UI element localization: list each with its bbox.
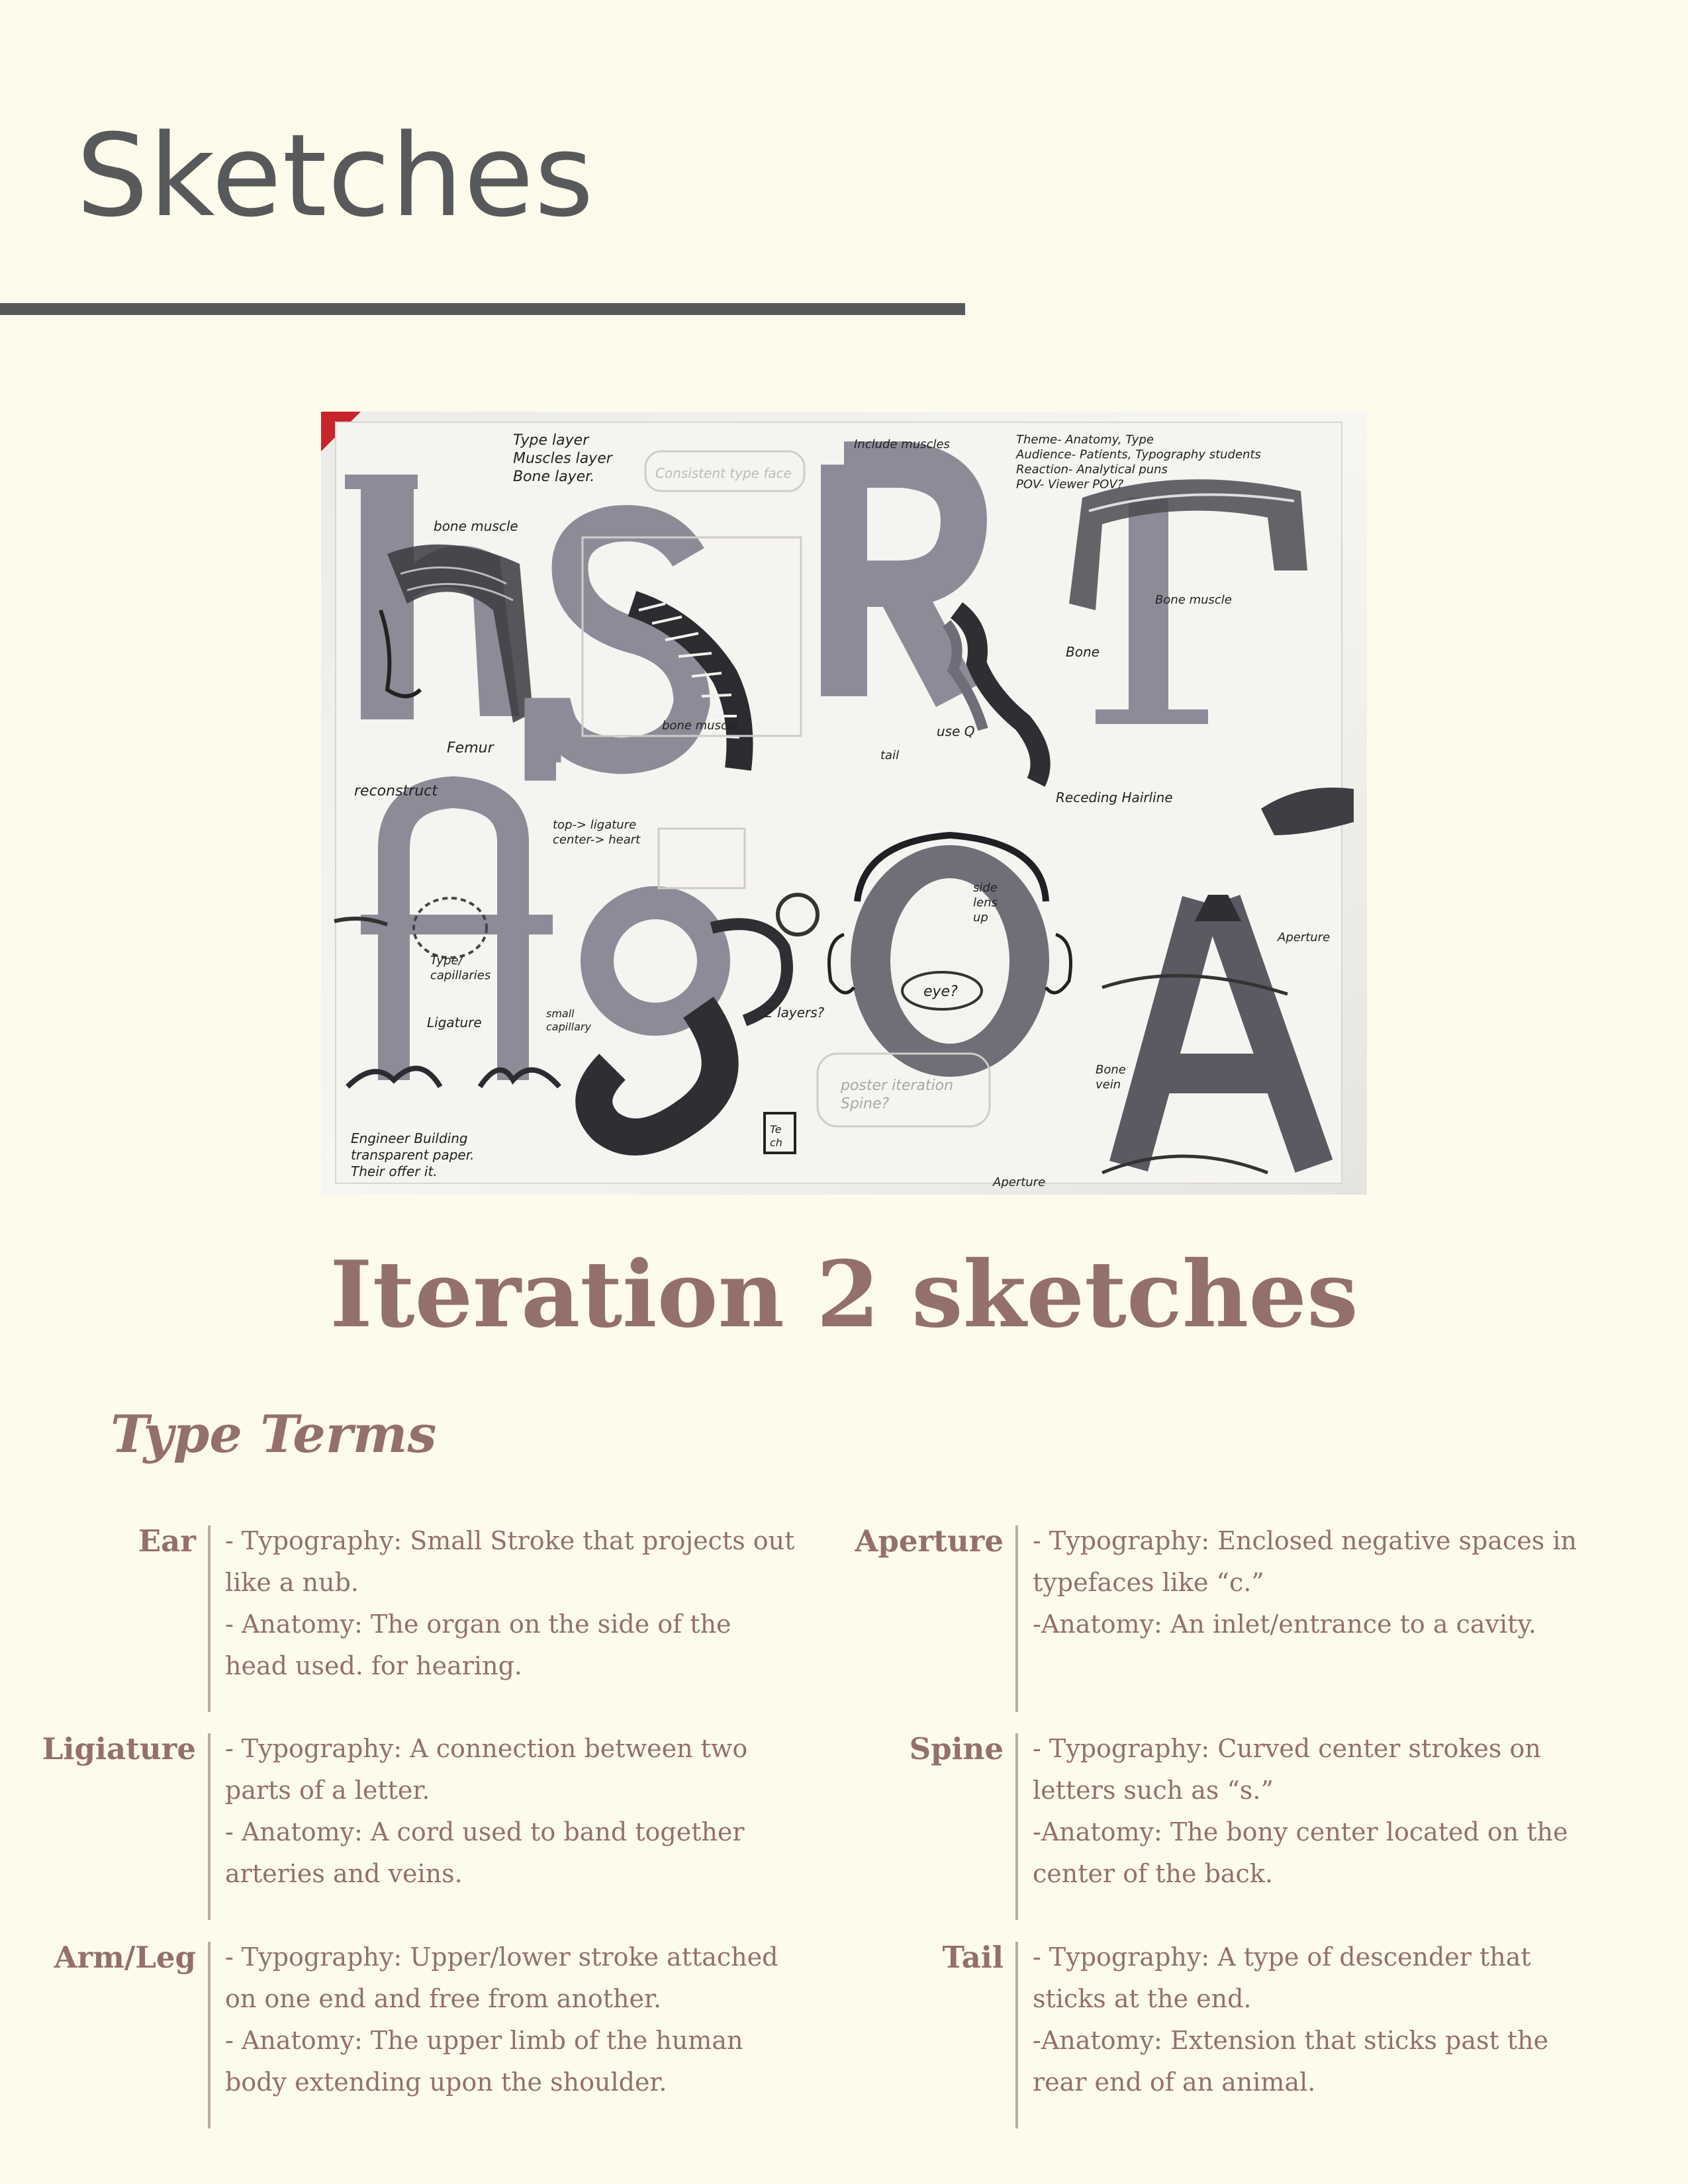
note-receding: Receding Hairline [1056,790,1173,805]
definition-anatomy: - Anatomy: The organ on the side of the head used. for hearing. [225,1610,731,1680]
term-ligiature [0,1728,808,1920]
note-include: Include muscles [854,437,950,451]
note-consistent: Consistent type face [655,465,792,481]
term-definition [1033,1520,1609,1645]
note-bone-1: Bone [1066,644,1100,660]
term-name: Aperture [855,1524,1004,1559]
note-engineer: Engineer Building transparent paper. Their offer it. [351,1130,475,1179]
term-name: Ear [138,1524,196,1559]
note-side-lens: side lens up [973,881,998,925]
definition-typography: - Typography: A connection between two parts of a letter. [225,1734,748,1805]
page-title: Sketches [76,109,594,242]
note-bone-muscle-1: bone muscle [434,518,518,534]
sketch-caption: Iteration 2 sketches [330,1240,1358,1348]
definition-anatomy: - Anatomy: A cord used to band together arteries and veins. [225,1817,745,1888]
note-bone-muscle-2: bone muscle [662,719,738,733]
definition-anatomy: - Anatomy: The upper limb of the human body extending upon the shoulder. [225,2026,743,2097]
note-type-capillaries: Type/ capillaries [430,954,491,983]
term-divider [208,1525,211,1712]
term-divider [1015,1733,1018,1920]
note-bone-muscle-3: Bone muscle [1155,593,1232,607]
term-definition [225,1520,801,1687]
note-ligature: Ligature [427,1015,482,1030]
term-definition [1033,1728,1609,1895]
term-name: Arm/Leg [54,1940,196,1975]
term-ear [0,1520,808,1712]
term-divider [1015,1525,1018,1712]
term-divider [208,1942,211,2128]
sketch-photo [321,412,1367,1195]
type-terms-heading: Type Terms [111,1404,437,1465]
note-femur: Femur [447,740,494,756]
note-two-layers: 2 layers? [765,1005,825,1021]
definition-typography: - Typography: Small Stroke that projects out like a nub. [225,1526,795,1597]
term-definition [1033,1936,1609,2103]
term-definition [225,1936,801,2103]
definition-anatomy: -Anatomy: An inlet/entrance to a cavity. [1033,1610,1536,1639]
term-divider [208,1733,211,1920]
term-spine [808,1728,1615,1920]
term-name: Tail [942,1940,1004,1975]
note-poster-iteration: poster iteration Spine? [841,1077,954,1113]
note-reconstruct: reconstruct [354,783,438,799]
term-tail [808,1936,1615,2128]
term-name: Spine [909,1731,1004,1766]
term-divider [1015,1942,1018,2128]
title-underline [0,303,965,315]
definition-anatomy: -Anatomy: Extension that sticks past the rear end of an animal. [1033,2026,1549,2097]
definition-typography: - Typography: A type of descender that sticks at the end. [1033,1942,1531,2013]
note-use-q: use Q [937,723,975,739]
note-top-ligature: top-> ligature center-> heart [553,818,641,847]
definition-typography: - Typography: Curved center strokes on letters such as “s.” [1033,1734,1541,1805]
note-tech: Te ch [770,1123,782,1149]
note-layers: Type layer Muscles layer Bone layer. [513,432,612,485]
definition-typography: - Typography: Enclosed negative spaces in typefaces like “c.” [1033,1526,1577,1597]
term-aperture [808,1520,1615,1712]
note-aperture-2: Aperture [993,1175,1046,1189]
note-theme: Theme- Anatomy, Type Audience- Patients, Typography students Reaction- Analytical puns POV- Viewer POV? [1016,433,1261,492]
term-arm-leg [0,1936,808,2128]
term-definition [225,1728,801,1895]
note-aperture-1: Aperture [1278,931,1331,944]
note-eye: eye? [923,983,958,1000]
note-small-capillary: small capillary [546,1007,591,1033]
definition-typography: - Typography: Upper/lower stroke attached on one end and free from another. [225,1942,778,2013]
note-bone-vein: Bone vein [1096,1063,1126,1092]
term-name: Ligiature [42,1731,196,1766]
note-tail: tail [880,749,900,762]
definition-anatomy: -Anatomy: The bony center located on the center of the back. [1033,1817,1568,1888]
